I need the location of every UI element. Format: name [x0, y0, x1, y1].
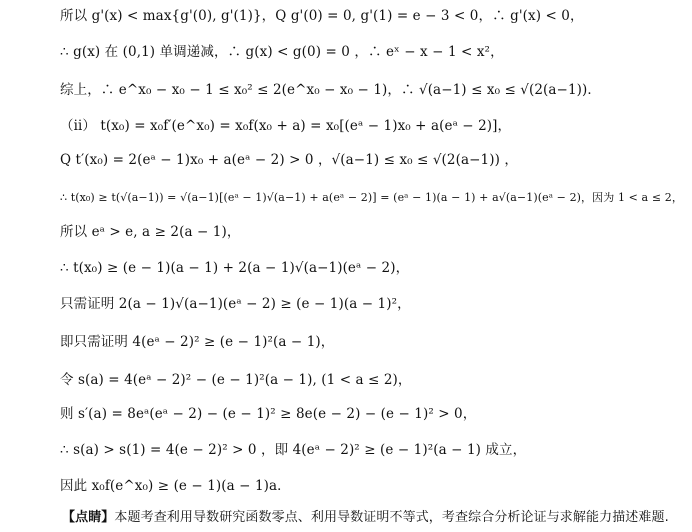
solution-line-12: 则 s′(a) = 8eᵃ(eᵃ − 2) − (e − 1)² ≥ 8e(e − 2) − (e − 1)² > 0，	[60, 406, 477, 422]
solution-line-9: 只需证明 2(a − 1)√(a−1)(eᵃ − 2) ≥ (e − 1)(a − 1)²，	[60, 296, 411, 312]
solution-line-13: ∴ s(a) > s(1) = 4(e − 2)² > 0 ，即 4(eᵃ − 2)² ≥ (e − 1)²(a − 1) 成立，	[60, 442, 527, 458]
solution-line-4: （ⅱ） t(x₀) = x₀f′(e^x₀) = x₀f(x₀ + a) = x₀[(eᵃ − 1)x₀ + a(eᵃ − 2)]，	[60, 118, 512, 134]
solution-line-10: 即只需证明 4(eᵃ − 2)² ≥ (e − 1)²(a − 1)，	[60, 334, 335, 350]
solution-line-2: ∴ g(x) 在 (0,1) 单调递减，∴ g(x) < g(0) = 0 ，∴ eˣ − x − 1 < x²，	[60, 44, 504, 60]
solution-line-5: Q t′(x₀) = 2(eᵃ − 1)x₀ + a(eᵃ − 2) > 0 ，√(a−1) ≤ x₀ ≤ √(2(a−1)) ，	[60, 152, 518, 168]
solution-line-1: 所以 g'(x) < max{g'(0), g'(1)}，Q g'(0) = 0, g'(1) = e − 3 < 0，∴ g'(x) < 0，	[60, 8, 584, 24]
solution-line-7: 所以 eᵃ > e, a ≥ 2(a − 1)，	[60, 224, 241, 240]
solution-line-3: 综上，∴ e^x₀ − x₀ − 1 ≤ x₀² ≤ 2(e^x₀ − x₀ − 1)，∴ √(a−1) ≤ x₀ ≤ √(2(a−1))．	[60, 82, 601, 98]
solution-line-6: ∴ t(x₀) ≥ t(√(a−1)) = √(a−1)[(eᵃ − 1)√(a−1) + a(eᵃ − 2)] = (eᵃ − 1)(a − 1) + a√(a−1)(eᵃ − 2)，因为 1 < a ≤ 2，	[60, 191, 683, 204]
tip-tag: 【点睛】	[62, 510, 115, 525]
solution-line-11: 令 s(a) = 4(eᵃ − 2)² − (e − 1)²(a − 1), (1 < a ≤ 2)，	[60, 372, 412, 388]
tip-line	[62, 508, 669, 528]
tip-text: 本题考查利用导数研究函数零点、利用导数证明不等式，考查综合分析论证与求解能力描述难题.	[114, 510, 669, 525]
solution-line-8: ∴ t(x₀) ≥ (e − 1)(a − 1) + 2(a − 1)√(a−1)(eᵃ − 2)，	[60, 260, 410, 276]
solution-line-14: 因此 x₀f(e^x₀) ≥ (e − 1)(a − 1)a．	[60, 478, 291, 494]
